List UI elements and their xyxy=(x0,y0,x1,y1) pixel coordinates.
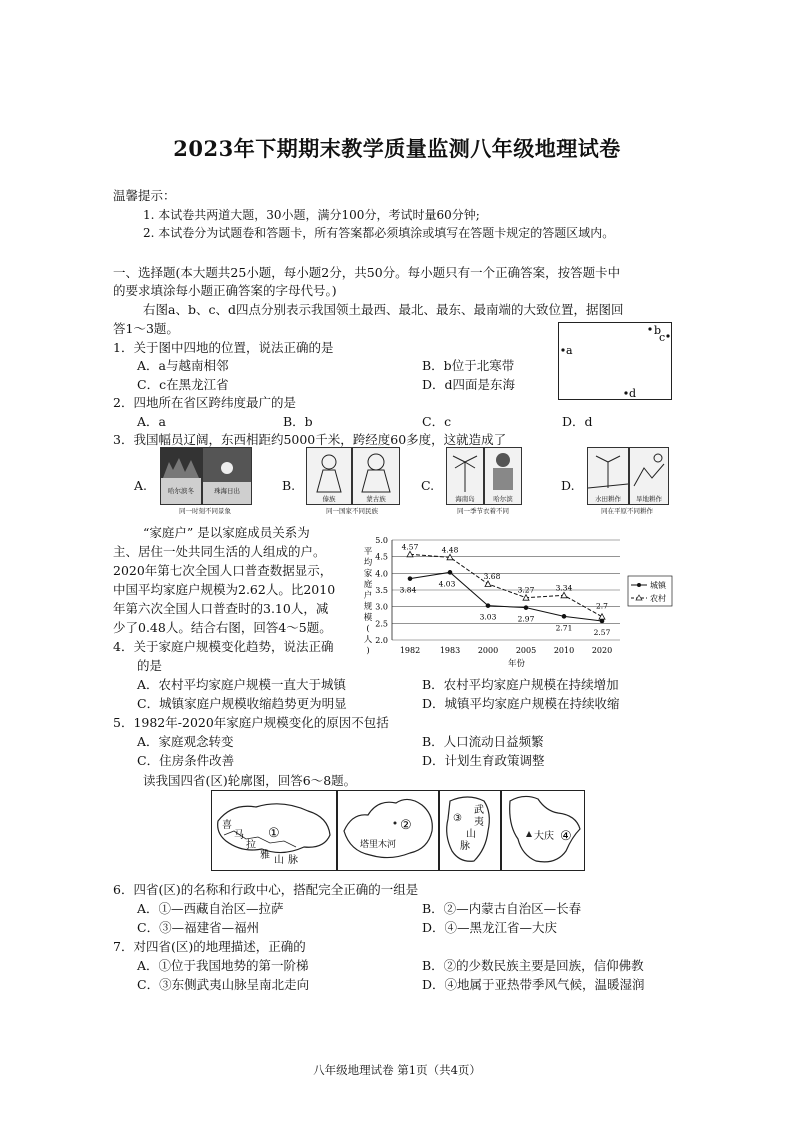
q3-img-d1: 水田耕作 xyxy=(587,447,629,505)
q3-img-c1: 海南岛 xyxy=(446,447,484,505)
q3-img-a2: 珠海日出 xyxy=(202,447,252,505)
section-heading-cont: 的要求填涂每小题正确答案的字母代号。) xyxy=(113,283,337,298)
chart-data-label: 3.84 xyxy=(399,585,417,595)
chart-xlabel: 年份 xyxy=(508,659,526,669)
q3-caption-c: 同一季节衣着不同 xyxy=(457,507,509,515)
chart-legend xyxy=(628,576,672,606)
chart-data-label: 4.57 xyxy=(401,542,419,552)
q3-option-d: D. xyxy=(561,478,575,493)
q6-option-b: B．②—内蒙古自治区—长春 xyxy=(422,901,582,916)
q7-option-b: B．②的少数民族主要是回族，信仰佛教 xyxy=(422,958,644,973)
chart-xtick-label: 2020 xyxy=(591,646,613,655)
q3-caption-a: 同一时刻不同景象 xyxy=(179,507,231,515)
q7-option-a: A．①位于我国地势的第一阶梯 xyxy=(137,958,309,973)
intro-line-1: 右图a、b、c、d四点分别表示我国领土最西、最北、最东、最南端的大致位置，据图回 xyxy=(143,302,624,317)
svg-text:脉: 脉 xyxy=(288,855,298,866)
point-a-label: a xyxy=(566,344,573,357)
q1-option-d: D．d四面是东海 xyxy=(422,377,516,392)
q5-option-d: D．计划生育政策调整 xyxy=(422,753,545,768)
q3-caption-b: 同一国家不同民族 xyxy=(326,507,378,515)
q4-stem-cont: 的是 xyxy=(137,658,163,673)
chart-ylabel-char: 人 xyxy=(363,635,373,645)
chart-data-label: 2.57 xyxy=(593,628,611,637)
chart-xtick-label: 2010 xyxy=(553,646,575,655)
household-text-1: “家庭户” 是以家庭成员关系为 xyxy=(143,525,310,540)
page-footer: 八年级地理试卷 第1页（共4页） xyxy=(313,1063,481,1077)
q1-stem: 1．关于图中四地的位置，说法正确的是 xyxy=(113,340,334,355)
maps-intro: 读我国四省(区)轮廓图，回答6～8题。 xyxy=(143,773,357,788)
q4-option-a: A．农村平均家庭户规模一直大于城镇 xyxy=(137,677,347,692)
q3-caption-d: 同在平原不同耕作 xyxy=(601,507,653,515)
province-map-1 xyxy=(211,790,337,871)
chart-xtick-label: 2005 xyxy=(515,646,537,655)
chart-data-label: 3.27 xyxy=(517,585,535,595)
q6-option-d: D．④—黑龙江省—大庆 xyxy=(422,920,558,935)
q6-option-a: A．①—西藏自治区—拉萨 xyxy=(137,901,284,916)
q1-option-c: C．c在黑龙江省 xyxy=(137,377,229,392)
chart-ylabel-char: 家 xyxy=(363,569,373,579)
chart-point-urban xyxy=(408,576,413,581)
q5-option-c: C．住房条件改善 xyxy=(137,753,235,768)
chart-ylabel-char: 模 xyxy=(363,613,373,623)
svg-text:马: 马 xyxy=(234,830,244,841)
chart-ytick-label: 4.0 xyxy=(375,569,388,579)
svg-text:夷: 夷 xyxy=(474,817,484,828)
chart-ylabel-char: 户 xyxy=(363,591,373,601)
household-text-3: 2020年第七次全国人口普查数据显示， xyxy=(113,563,333,578)
chart-ylabel-char: ( xyxy=(366,624,370,634)
svg-text:山: 山 xyxy=(466,829,476,840)
province-map-3 xyxy=(439,790,501,871)
page-title: 2023年下期期末教学质量监测八年级地理试卷 xyxy=(173,136,621,161)
chart-data-label: 2.7 xyxy=(596,601,608,611)
q7-stem: 7．对四省(区)的地理描述，正确的 xyxy=(113,939,306,954)
household-text-2: 主、居住一处共同生活的人组成的户。 xyxy=(113,544,326,559)
q3-option-b: B. xyxy=(282,478,296,493)
q6-option-c: C．③—福建省—福州 xyxy=(137,920,260,935)
q3-img-d2: 旱地耕作 xyxy=(629,447,669,505)
point-c-label: c xyxy=(659,331,666,344)
q5-option-b: B．人口流动日益频繁 xyxy=(422,734,544,749)
chart-data-label: 2.97 xyxy=(517,614,535,624)
q2-option-a: A．a xyxy=(137,414,166,429)
q3-stem: 3．我国幅员辽阔，东西相距约5000千米，跨经度60多度，这就造成了 xyxy=(113,432,507,447)
chart-ylabel-vertical xyxy=(364,547,373,656)
chart-ytick-label: 3.0 xyxy=(375,602,388,612)
chart-ylabel-char: 平 xyxy=(363,547,373,557)
q4-option-c: C．城镇家庭户规模收缩趋势更为明显 xyxy=(137,696,347,711)
point-b-label: b xyxy=(654,324,662,337)
household-text-6: 少了0.48人。结合右图，回答4～5题。 xyxy=(113,620,332,635)
q3-img-a1: 哈尔滨冬 xyxy=(160,447,202,505)
chart-point-urban xyxy=(486,603,491,608)
province-map-2 xyxy=(337,790,439,871)
q4-option-d: D．城镇平均家庭户规模在持续收缩 xyxy=(422,696,620,711)
svg-text:②: ② xyxy=(400,818,412,833)
svg-text:雅: 雅 xyxy=(260,850,270,861)
chart-point-urban xyxy=(524,605,529,610)
q2-option-b: B．b xyxy=(283,414,313,429)
svg-text:山: 山 xyxy=(274,855,284,866)
province-map-4 xyxy=(501,790,585,871)
q5-stem: 5．1982年-2020年家庭户规模变化的原因不包括 xyxy=(113,715,389,730)
svg-text:①: ① xyxy=(268,826,280,841)
q6-stem: 6．四省(区)的名称和行政中心，搭配完全正确的一组是 xyxy=(113,882,419,897)
q1-option-a: A．a与越南相邻 xyxy=(137,358,229,373)
intro-line-2: 答1～3题。 xyxy=(113,321,179,336)
chart-ytick-label: 4.5 xyxy=(375,552,388,562)
chart-ytick-label: 2.5 xyxy=(375,619,388,629)
chart-legend-urban-label: 城镇 xyxy=(650,581,666,590)
chart-point-urban xyxy=(448,570,453,575)
household-text-5: 年第六次全国人口普查时的3.10人，减 xyxy=(113,601,329,616)
svg-text:拉: 拉 xyxy=(246,840,256,851)
q3-img-c2: 哈尔滨 xyxy=(484,447,522,505)
household-text-4: 中国平均家庭户规模为2.62人。比2010 xyxy=(113,582,336,597)
svg-text:③: ③ xyxy=(453,813,462,824)
q3-img-b1: 傣族 xyxy=(306,447,352,505)
q3-option-c: C. xyxy=(421,478,435,493)
chart-point-rural xyxy=(599,614,605,620)
chart-xtick-label: 2000 xyxy=(477,646,499,655)
chart-ylabel-char: 均 xyxy=(363,558,373,568)
q7-option-d: D．④地属于亚热带季风气候，温暖湿润 xyxy=(422,977,645,992)
q4-option-b: B．农村平均家庭户规模在持续增加 xyxy=(422,677,619,692)
q3-img-b2: 蒙古族 xyxy=(352,447,400,505)
svg-text:喜: 喜 xyxy=(222,820,232,831)
svg-text:脉: 脉 xyxy=(460,841,470,852)
point-d-label: d xyxy=(629,387,637,399)
q2-option-c: C．c xyxy=(422,414,452,429)
svg-text:④: ④ xyxy=(560,829,572,844)
chart-legend-rural-label: 农村 xyxy=(650,594,666,603)
chart-ylabel-char: 规 xyxy=(363,602,373,612)
q2-option-d: D．d xyxy=(562,414,593,429)
tips-label: 温馨提示： xyxy=(113,188,176,203)
chart-xtick-label: 1983 xyxy=(439,646,461,655)
chart-data-label: 3.34 xyxy=(555,583,573,593)
q4-stem: 4．关于家庭户规模变化趋势，说法正确 xyxy=(113,639,334,654)
chart-ylabel-char: ) xyxy=(366,646,370,656)
chart-point-rural xyxy=(485,581,491,587)
tip-1: 1. 本试卷共两道大题，30小题，满分100分，考试时量60分钟; xyxy=(143,208,480,222)
chart-data-label: 4.48 xyxy=(441,545,459,555)
chart-data-label: 3.03 xyxy=(479,612,497,622)
chart-ytick-label: 5.0 xyxy=(375,536,388,545)
svg-text:武: 武 xyxy=(474,805,484,816)
tip-2: 2. 本试卷分为试题卷和答题卡，所有答案都必须填涂或填写在答题卡规定的答题区域内。 xyxy=(143,226,615,240)
chart-ytick-label: 2.0 xyxy=(375,636,388,645)
chart-point-urban xyxy=(562,614,567,619)
chart-data-label: 3.68 xyxy=(483,572,501,581)
svg-text:塔里木河: 塔里木河 xyxy=(360,840,397,850)
chart-data-label: 4.03 xyxy=(438,579,456,589)
q1-option-b: B．b位于北寒带 xyxy=(422,358,515,373)
chart-ytick-label: 3.5 xyxy=(375,586,388,595)
chart-ylabel-char: 庭 xyxy=(363,580,373,590)
q7-option-c: C．③东侧武夷山脉呈南北走向 xyxy=(137,977,310,992)
extreme-points-map xyxy=(558,322,672,400)
svg-text:大庆: 大庆 xyxy=(534,831,554,842)
chart-legend-urban-marker xyxy=(637,583,641,587)
household-size-chart xyxy=(358,528,674,670)
q2-stem: 2．四地所在省区跨纬度最广的是 xyxy=(113,395,296,410)
chart-xtick-label: 1982 xyxy=(399,646,421,655)
q5-option-a: A．家庭观念转变 xyxy=(137,734,234,749)
section-heading: 一、选择题(本大题共25小题，每小题2分，共50分。每小题只有一个正确答案，按答题卡中 xyxy=(113,265,621,280)
chart-data-label: 2.71 xyxy=(555,623,573,633)
q3-option-a: A. xyxy=(134,478,148,493)
